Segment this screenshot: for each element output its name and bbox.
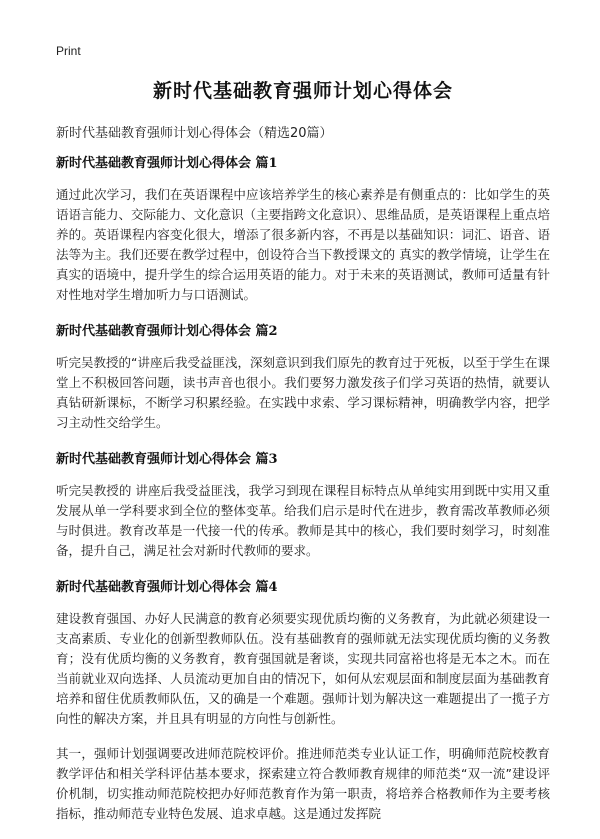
document-body <box>56 152 550 839</box>
section-heading: 新时代基础教育强师计划心得体会 篇2 <box>56 324 278 339</box>
section-heading: 新时代基础教育强师计划心得体会 篇4 <box>56 580 278 595</box>
paragraph: 听完吴教授的“讲座后我受益匪浅，深刻意识到我们原先的教育过于死板，以至于学生在课堂上不积极回答问题，读书声音也很小。我们要努力激发孩子们学习英语的热情，就要认真钻研新课标，不断学习积累经验。在实践中求索、学习课标精神，明确教学内容，把学习主动性交给学生。 <box>56 355 550 430</box>
paragraph: 其一，强师计划强调要改进师范院校评价。推进师范类专业认证工作，明确师范院校教育教学评估和相关学科评估基本要求，探索建立符合教师教育规律的师范类“双一流”建设评价机制，切实推动师范院校把办好师范教育作为第一职责，将培养合格教师作为主要考核指标，推动师范专业特色发展、追求卓越。这是通过发挥院 <box>56 746 550 821</box>
paragraph: 听完吴教授的 讲座后我受益匪浅，我学习到现在课程目标特点从单纯实用到既中实用又重发展从单一学科要求到全位的整体变革。给我们启示是时代在进步，教育需改革教师必须与时俱进。教育改革是一代接一代的传承。教师是其中的核心，我们要时刻学习，时刻准备，提升自己，满足社会对新时代教师的要求。 <box>56 483 550 558</box>
document-subtitle: 新时代基础教育强师计划心得体会（精选20篇） <box>56 126 333 141</box>
paragraph: 通过此次学习，我们在英语课程中应该培养学生的核心素养是有侧重点的：比如学生的英语语言能力、交际能力、文化意识（主要指跨文化意识）、思维品质，是英语课程上重点培养的。英语课程内容变化很大，增添了很多新内容，不再是以基础知识：词汇、语音、语法等为主。我们还要在教学过程中，创设符合当下教授课文的 真实的教学情境，让学生在真实的语境中，提升学生的综合运用英语的能力。对于未来的英语测试，教师可适量有针对性地对学生增加听力与口语测试。 <box>56 187 550 302</box>
document-title: 新时代基础教育强师计划心得体会 <box>152 80 453 102</box>
section-heading: 新时代基础教育强师计划心得体会 篇1 <box>56 156 278 171</box>
print-label[interactable]: Print <box>56 44 81 58</box>
paragraph: 建设教育强国、办好人民满意的教育必须要实现优质均衡的义务教育，为此就必须建设一支高素质、专业化的创新型教师队伍。没有基础教育的强师就无法实现优质均衡的义务教育；没有优质均衡的义务教育，教育强国就是奢谈，实现共同富裕也将是无本之木。而在当前就业双向选择、人员流动更加自由的情况下，如何从宏观层面和制度层面为基础教育培养和留住优质教师队伍，又的确是一个难题。强师计划为解决这一难题提出了一揽子方向性的解决方案，并且具有明显的方向性与创新性。 <box>56 611 550 726</box>
section-heading: 新时代基础教育强师计划心得体会 篇3 <box>56 452 278 467</box>
